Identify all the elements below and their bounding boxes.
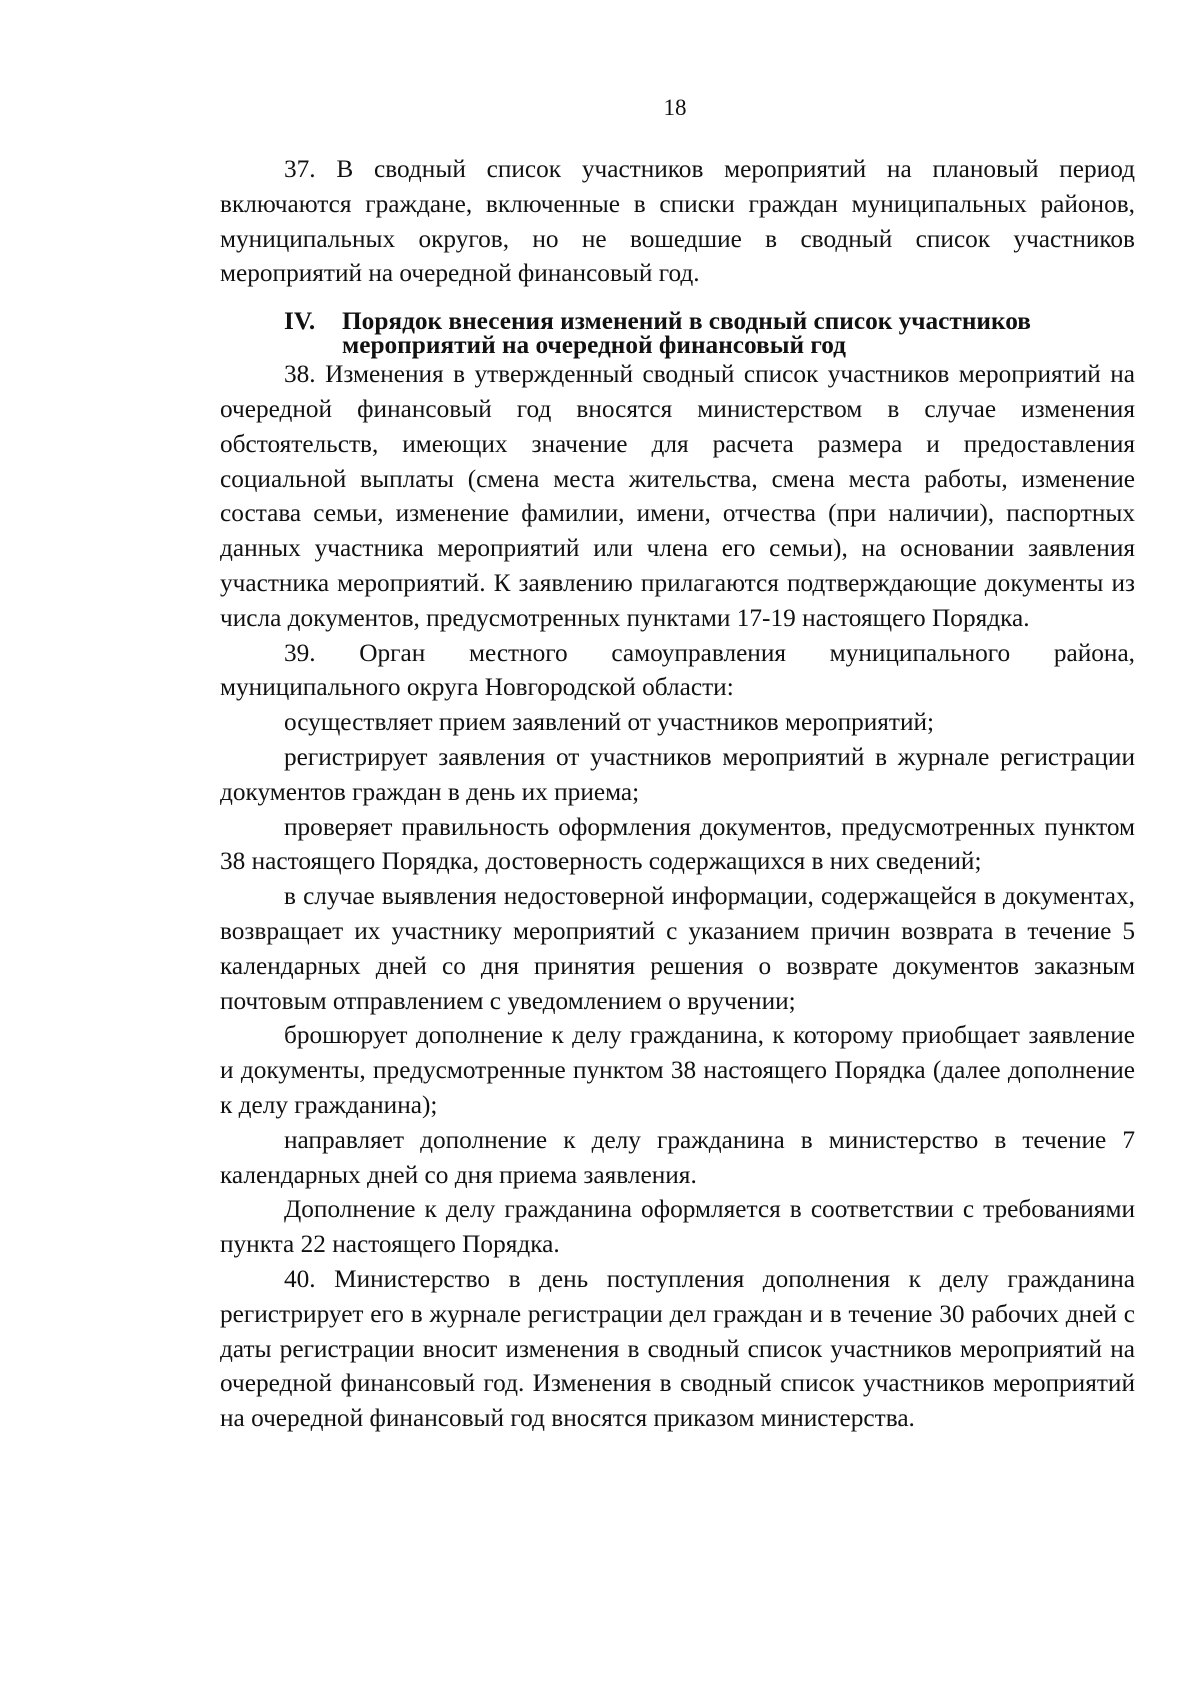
section-number: IV. <box>284 307 316 336</box>
paragraph-40: 40. Министерство в день поступления дополнения к делу гражданина регистрирует его в журнале регистрации дел граждан и в течение 30 рабочих дней с даты регистрации вносит изменения в сводный список участников мероприятий на очередной финансовый год. Изменения в сводный список участников мероприятий на очередной финансовый год вносятся приказом министерства. <box>220 1264 1135 1433</box>
paragraph-39-item-4: в случае выявления недостоверной информации, содержащейся в документах, возвращает их участнику мероприятий с указанием причин возврата в течение 5 календарных дней со дня принятия решения о возврате документов заказным почтовым отправлением с уведомлением о вручении; <box>220 882 1135 1015</box>
paragraph-38: 38. Изменения в утвержденный сводный список участников мероприятий на очередной финансовый год вносятся министерством в случае изменения обстоятельств, имеющих значение для расчета размера и предоставления социальной выплаты (смена места жительства, смена места работы, изменение состава семьи, изменение фамилии, имени, отчества (при наличии), паспортных данных участника мероприятий или члена его семьи), на основании заявления участника мероприятий. К заявлению прилагаются подтверждающие документы из числа документов, предусмотренных пунктами 17-19 настоящего Порядка. <box>220 360 1135 632</box>
page-number: 18 <box>663 95 687 120</box>
paragraph-39-item-3: проверяет правильность оформления документов, предусмотренных пунктом 38 настоящего Порядка, достоверность содержащихся в них сведений; <box>220 812 1135 876</box>
document-body <box>220 152 1135 1436</box>
paragraph-39-item-6: направляет дополнение к делу гражданина в министерство в течение 7 календарных дней со дня приема заявления. <box>220 1125 1135 1189</box>
paragraph-39-item-5: брошюрует дополнение к делу гражданина, к которому приобщает заявление и документы, предусмотренные пунктом 38 настоящего Порядка (далее дополнение к делу гражданина); <box>220 1021 1135 1119</box>
paragraph-39: 39. Орган местного самоуправления муниципального района, муниципального округа Новгородской области: <box>220 638 1135 702</box>
section-title: Порядок внесения изменений в сводный список участников мероприятий на очередной финансовый год <box>342 307 1031 360</box>
paragraph-39-item-2: регистрирует заявления от участников мероприятий в журнале регистрации документов граждан в день их приема; <box>220 742 1135 806</box>
paragraph-37: 37. В сводный список участников мероприятий на плановый период включаются граждане, включенные в списки граждан муниципальных районов, муниципальных округов, но не вошедшие в сводный список участников мероприятий на очередной финансовый год. <box>220 155 1135 288</box>
paragraph-39-item-1: осуществляет прием заявлений от участников мероприятий; <box>284 708 935 737</box>
section-heading <box>220 307 1135 360</box>
paragraph-39-item-7: Дополнение к делу гражданина оформляется в соответствии с требованиями пункта 22 настоящего Порядка. <box>220 1195 1135 1259</box>
